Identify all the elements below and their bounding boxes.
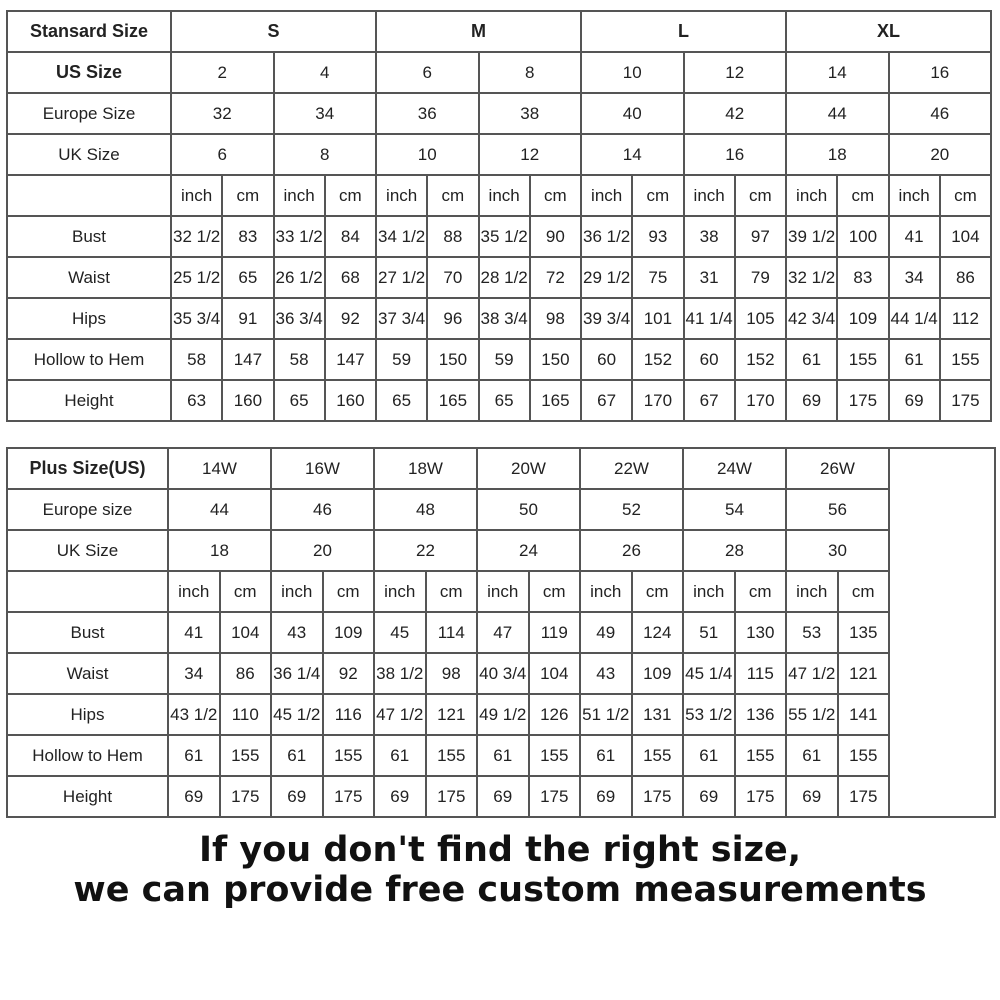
measurement-value-cell: 63 — [171, 380, 222, 421]
plus-size-table — [6, 447, 996, 818]
measurement-value-cell: 38 3/4 — [479, 298, 530, 339]
measurement-value-cell: 97 — [735, 216, 786, 257]
measurement-value-cell: 160 — [222, 380, 273, 421]
measurement-value-cell: 49 — [580, 612, 632, 653]
size-value-cell: 52 — [580, 489, 683, 530]
measurement-value-cell: 65 — [274, 380, 325, 421]
measurement-value-cell: 98 — [530, 298, 581, 339]
plus-size-label: 24W — [683, 448, 786, 489]
custom-size-note-line-1: If you don't find the right size, — [198, 830, 802, 870]
measurement-value-cell: 58 — [274, 339, 325, 380]
measurement-value-cell: 109 — [837, 298, 888, 339]
measurement-value-cell: 60 — [581, 339, 632, 380]
measurement-value-cell: 42 3/4 — [786, 298, 837, 339]
plus-size-header-row — [7, 448, 995, 489]
measurement-value-cell: 43 — [580, 653, 632, 694]
measurement-row — [7, 380, 991, 421]
unit-inch-label: inch — [376, 175, 427, 216]
measurement-value-cell: 69 — [477, 776, 529, 817]
plus-size-row — [7, 489, 995, 530]
size-value-cell: 46 — [889, 93, 992, 134]
measurement-label: Hips — [7, 298, 171, 339]
size-row — [7, 93, 991, 134]
measurement-value-cell: 37 3/4 — [376, 298, 427, 339]
measurement-row — [7, 257, 991, 298]
measurement-value-cell: 116 — [323, 694, 375, 735]
unit-inch-label: inch — [477, 571, 529, 612]
plus-size-label: 26W — [786, 448, 889, 489]
measurement-value-cell: 155 — [323, 735, 375, 776]
size-group-m: M — [376, 11, 581, 52]
measurement-value-cell: 100 — [837, 216, 888, 257]
measurement-value-cell: 69 — [168, 776, 220, 817]
measurement-value-cell: 98 — [426, 653, 478, 694]
measurement-value-cell: 155 — [529, 735, 581, 776]
measurement-value-cell: 155 — [838, 735, 890, 776]
measurement-value-cell: 69 — [683, 776, 735, 817]
unit-cm-label: cm — [323, 571, 375, 612]
size-value-cell: 50 — [477, 489, 580, 530]
measurement-value-cell: 32 1/2 — [171, 216, 222, 257]
unit-header-row — [7, 175, 991, 216]
plus-measurement-row — [7, 612, 995, 653]
size-value-cell: 20 — [889, 134, 992, 175]
measurement-value-cell: 69 — [271, 776, 323, 817]
measurement-value-cell: 160 — [325, 380, 376, 421]
unit-inch-label: inch — [171, 175, 222, 216]
measurement-label: Waist — [7, 257, 171, 298]
measurement-label: Height — [7, 380, 171, 421]
measurement-value-cell: 175 — [323, 776, 375, 817]
measurement-value-cell: 39 1/2 — [786, 216, 837, 257]
size-value-cell: 24 — [477, 530, 580, 571]
measurement-value-cell: 41 — [168, 612, 220, 653]
plus-size-row — [7, 530, 995, 571]
measurement-value-cell: 155 — [220, 735, 272, 776]
standard-size-corner-label: Stansard Size — [7, 11, 171, 52]
size-value-cell: 38 — [479, 93, 582, 134]
size-value-cell: 12 — [479, 134, 582, 175]
size-value-cell: 16 — [684, 134, 787, 175]
measurement-value-cell: 121 — [838, 653, 890, 694]
measurement-value-cell: 141 — [838, 694, 890, 735]
measurement-value-cell: 69 — [786, 776, 838, 817]
measurement-value-cell: 135 — [838, 612, 890, 653]
measurement-value-cell: 49 1/2 — [477, 694, 529, 735]
measurement-value-cell: 75 — [632, 257, 683, 298]
size-value-cell: 44 — [786, 93, 889, 134]
measurement-value-cell: 147 — [325, 339, 376, 380]
unit-cm-label: cm — [940, 175, 991, 216]
measurement-value-cell: 155 — [426, 735, 478, 776]
measurement-value-cell: 110 — [220, 694, 272, 735]
row-label: Europe size — [7, 489, 168, 530]
unit-inch-label: inch — [580, 571, 632, 612]
unit-cm-label: cm — [529, 571, 581, 612]
measurement-value-cell: 150 — [427, 339, 478, 380]
measurement-value-cell: 61 — [786, 735, 838, 776]
measurement-value-cell: 27 1/2 — [376, 257, 427, 298]
measurement-label: Bust — [7, 216, 171, 257]
measurement-value-cell: 175 — [940, 380, 991, 421]
measurement-value-cell: 105 — [735, 298, 786, 339]
size-value-cell: 14 — [786, 52, 889, 93]
unit-cm-label: cm — [632, 571, 684, 612]
measurement-value-cell: 61 — [271, 735, 323, 776]
measurement-value-cell: 31 — [684, 257, 735, 298]
unit-inch-label: inch — [479, 175, 530, 216]
size-value-cell: 42 — [684, 93, 787, 134]
measurement-value-cell: 61 — [477, 735, 529, 776]
custom-size-note-line-2: we can provide free custom measurements — [73, 870, 927, 910]
measurement-value-cell: 83 — [222, 216, 273, 257]
plus-size-corner-label: Plus Size(US) — [7, 448, 168, 489]
measurement-value-cell: 175 — [735, 776, 787, 817]
unit-inch-label: inch — [274, 175, 325, 216]
measurement-value-cell: 41 — [889, 216, 940, 257]
size-row — [7, 134, 991, 175]
row-label: Europe Size — [7, 93, 171, 134]
size-value-cell: 40 — [581, 93, 684, 134]
measurement-value-cell: 90 — [530, 216, 581, 257]
measurement-value-cell: 61 — [786, 339, 837, 380]
measurement-value-cell: 67 — [581, 380, 632, 421]
row-label: UK Size — [7, 530, 168, 571]
unit-inch-label: inch — [684, 175, 735, 216]
size-value-cell: 46 — [271, 489, 374, 530]
size-value-cell: 18 — [786, 134, 889, 175]
measurement-value-cell: 34 1/2 — [376, 216, 427, 257]
size-group-s: S — [171, 11, 376, 52]
unit-inch-label: inch — [374, 571, 426, 612]
plus-unit-header-row — [7, 571, 995, 612]
measurement-value-cell: 175 — [837, 380, 888, 421]
measurement-value-cell: 165 — [530, 380, 581, 421]
unit-cm-label: cm — [325, 175, 376, 216]
measurement-value-cell: 86 — [940, 257, 991, 298]
measurement-value-cell: 44 1/4 — [889, 298, 940, 339]
measurement-value-cell: 61 — [683, 735, 735, 776]
measurement-value-cell: 175 — [529, 776, 581, 817]
unit-cm-label: cm — [426, 571, 478, 612]
measurement-value-cell: 65 — [479, 380, 530, 421]
measurement-label: Hips — [7, 694, 168, 735]
measurement-value-cell: 34 — [889, 257, 940, 298]
measurement-value-cell: 36 1/2 — [581, 216, 632, 257]
measurement-value-cell: 155 — [837, 339, 888, 380]
size-value-cell: 14 — [581, 134, 684, 175]
plus-size-label: 20W — [477, 448, 580, 489]
size-value-cell: 2 — [171, 52, 274, 93]
measurement-value-cell: 45 — [374, 612, 426, 653]
size-value-cell: 26 — [580, 530, 683, 571]
measurement-value-cell: 115 — [735, 653, 787, 694]
size-row — [7, 52, 991, 93]
size-value-cell: 18 — [168, 530, 271, 571]
measurement-value-cell: 41 1/4 — [684, 298, 735, 339]
measurement-value-cell: 45 1/4 — [683, 653, 735, 694]
measurement-value-cell: 155 — [735, 735, 787, 776]
measurement-value-cell: 61 — [374, 735, 426, 776]
measurement-label: Bust — [7, 612, 168, 653]
measurement-value-cell: 121 — [426, 694, 478, 735]
unit-cm-label: cm — [837, 175, 888, 216]
unit-inch-label: inch — [786, 571, 838, 612]
plus-table-blank-column — [889, 448, 995, 817]
size-value-cell: 6 — [376, 52, 479, 93]
measurement-value-cell: 175 — [838, 776, 890, 817]
plus-size-label: 18W — [374, 448, 477, 489]
unit-cm-label: cm — [735, 571, 787, 612]
measurement-value-cell: 33 1/2 — [274, 216, 325, 257]
size-value-cell: 36 — [376, 93, 479, 134]
measurement-value-cell: 147 — [222, 339, 273, 380]
size-value-cell: 22 — [374, 530, 477, 571]
size-value-cell: 8 — [274, 134, 377, 175]
measurement-value-cell: 91 — [222, 298, 273, 339]
measurement-label: Hollow to Hem — [7, 339, 171, 380]
unit-inch-label: inch — [581, 175, 632, 216]
row-label: US Size — [7, 52, 171, 93]
plus-measurement-row — [7, 735, 995, 776]
plus-size-label: 14W — [168, 448, 271, 489]
measurement-value-cell: 67 — [684, 380, 735, 421]
plus-size-label: 22W — [580, 448, 683, 489]
measurement-value-cell: 26 1/2 — [274, 257, 325, 298]
measurement-value-cell: 61 — [168, 735, 220, 776]
size-value-cell: 32 — [171, 93, 274, 134]
measurement-value-cell: 59 — [479, 339, 530, 380]
measurement-value-cell: 112 — [940, 298, 991, 339]
size-group-l: L — [581, 11, 786, 52]
standard-size-table — [6, 10, 992, 422]
size-value-cell: 54 — [683, 489, 786, 530]
measurement-value-cell: 170 — [632, 380, 683, 421]
size-value-cell: 56 — [786, 489, 889, 530]
measurement-label: Height — [7, 776, 168, 817]
unit-inch-label: inch — [889, 175, 940, 216]
measurement-value-cell: 61 — [889, 339, 940, 380]
size-value-cell: 16 — [889, 52, 992, 93]
measurement-value-cell: 69 — [786, 380, 837, 421]
plus-measurement-row — [7, 776, 995, 817]
measurement-value-cell: 69 — [580, 776, 632, 817]
measurement-value-cell: 47 1/2 — [786, 653, 838, 694]
measurement-value-cell: 36 3/4 — [274, 298, 325, 339]
measurement-row — [7, 216, 991, 257]
measurement-value-cell: 38 — [684, 216, 735, 257]
measurement-value-cell: 28 1/2 — [479, 257, 530, 298]
measurement-value-cell: 79 — [735, 257, 786, 298]
size-group-xl: XL — [786, 11, 991, 52]
measurement-value-cell: 34 — [168, 653, 220, 694]
plus-size-label: 16W — [271, 448, 374, 489]
measurement-value-cell: 93 — [632, 216, 683, 257]
measurement-row — [7, 298, 991, 339]
measurement-value-cell: 65 — [222, 257, 273, 298]
measurement-value-cell: 69 — [374, 776, 426, 817]
measurement-value-cell: 114 — [426, 612, 478, 653]
measurement-value-cell: 92 — [325, 298, 376, 339]
measurement-value-cell: 65 — [376, 380, 427, 421]
size-value-cell: 28 — [683, 530, 786, 571]
measurement-value-cell: 35 1/2 — [479, 216, 530, 257]
measurement-value-cell: 40 3/4 — [477, 653, 529, 694]
unit-row-blank — [7, 175, 171, 216]
row-label: UK Size — [7, 134, 171, 175]
measurement-value-cell: 53 — [786, 612, 838, 653]
measurement-value-cell: 47 — [477, 612, 529, 653]
measurement-value-cell: 53 1/2 — [683, 694, 735, 735]
measurement-value-cell: 43 — [271, 612, 323, 653]
unit-cm-label: cm — [222, 175, 273, 216]
measurement-value-cell: 175 — [220, 776, 272, 817]
measurement-value-cell: 61 — [580, 735, 632, 776]
measurement-value-cell: 104 — [940, 216, 991, 257]
measurement-value-cell: 152 — [632, 339, 683, 380]
unit-inch-label: inch — [786, 175, 837, 216]
measurement-value-cell: 51 1/2 — [580, 694, 632, 735]
plus-measurement-row — [7, 694, 995, 735]
measurement-value-cell: 47 1/2 — [374, 694, 426, 735]
unit-cm-label: cm — [632, 175, 683, 216]
size-value-cell: 6 — [171, 134, 274, 175]
measurement-value-cell: 96 — [427, 298, 478, 339]
measurement-value-cell: 58 — [171, 339, 222, 380]
size-value-cell: 48 — [374, 489, 477, 530]
measurement-row — [7, 339, 991, 380]
measurement-value-cell: 92 — [323, 653, 375, 694]
size-value-cell: 10 — [376, 134, 479, 175]
measurement-value-cell: 101 — [632, 298, 683, 339]
size-value-cell: 4 — [274, 52, 377, 93]
measurement-value-cell: 104 — [220, 612, 272, 653]
measurement-value-cell: 155 — [632, 735, 684, 776]
measurement-value-cell: 43 1/2 — [168, 694, 220, 735]
measurement-value-cell: 165 — [427, 380, 478, 421]
size-value-cell: 34 — [274, 93, 377, 134]
unit-inch-label: inch — [168, 571, 220, 612]
measurement-value-cell: 124 — [632, 612, 684, 653]
measurement-value-cell: 36 1/4 — [271, 653, 323, 694]
measurement-value-cell: 88 — [427, 216, 478, 257]
size-value-cell: 20 — [271, 530, 374, 571]
measurement-value-cell: 126 — [529, 694, 581, 735]
measurement-value-cell: 51 — [683, 612, 735, 653]
unit-cm-label: cm — [220, 571, 272, 612]
measurement-value-cell: 72 — [530, 257, 581, 298]
measurement-value-cell: 86 — [220, 653, 272, 694]
measurement-value-cell: 69 — [889, 380, 940, 421]
size-value-cell: 10 — [581, 52, 684, 93]
unit-cm-label: cm — [427, 175, 478, 216]
measurement-value-cell: 175 — [426, 776, 478, 817]
measurement-value-cell: 170 — [735, 380, 786, 421]
measurement-value-cell: 83 — [837, 257, 888, 298]
size-value-cell: 44 — [168, 489, 271, 530]
size-value-cell: 8 — [479, 52, 582, 93]
measurement-value-cell: 25 1/2 — [171, 257, 222, 298]
size-value-cell: 12 — [684, 52, 787, 93]
unit-cm-label: cm — [735, 175, 786, 216]
measurement-value-cell: 152 — [735, 339, 786, 380]
measurement-value-cell: 119 — [529, 612, 581, 653]
size-group-header-row — [7, 11, 991, 52]
measurement-value-cell: 136 — [735, 694, 787, 735]
measurement-value-cell: 32 1/2 — [786, 257, 837, 298]
measurement-value-cell: 59 — [376, 339, 427, 380]
measurement-value-cell: 109 — [323, 612, 375, 653]
measurement-value-cell: 131 — [632, 694, 684, 735]
measurement-label: Waist — [7, 653, 168, 694]
measurement-value-cell: 45 1/2 — [271, 694, 323, 735]
measurement-label: Hollow to Hem — [7, 735, 168, 776]
plus-measurement-row — [7, 653, 995, 694]
measurement-value-cell: 109 — [632, 653, 684, 694]
measurement-value-cell: 70 — [427, 257, 478, 298]
measurement-value-cell: 38 1/2 — [374, 653, 426, 694]
unit-inch-label: inch — [683, 571, 735, 612]
measurement-value-cell: 39 3/4 — [581, 298, 632, 339]
measurement-value-cell: 104 — [529, 653, 581, 694]
measurement-value-cell: 130 — [735, 612, 787, 653]
measurement-value-cell: 55 1/2 — [786, 694, 838, 735]
measurement-value-cell: 155 — [940, 339, 991, 380]
measurement-value-cell: 35 3/4 — [171, 298, 222, 339]
measurement-value-cell: 60 — [684, 339, 735, 380]
unit-inch-label: inch — [271, 571, 323, 612]
measurement-value-cell: 29 1/2 — [581, 257, 632, 298]
measurement-value-cell: 175 — [632, 776, 684, 817]
size-value-cell: 30 — [786, 530, 889, 571]
unit-row-blank — [7, 571, 168, 612]
measurement-value-cell: 150 — [530, 339, 581, 380]
measurement-value-cell: 68 — [325, 257, 376, 298]
unit-cm-label: cm — [838, 571, 890, 612]
unit-cm-label: cm — [530, 175, 581, 216]
measurement-value-cell: 84 — [325, 216, 376, 257]
